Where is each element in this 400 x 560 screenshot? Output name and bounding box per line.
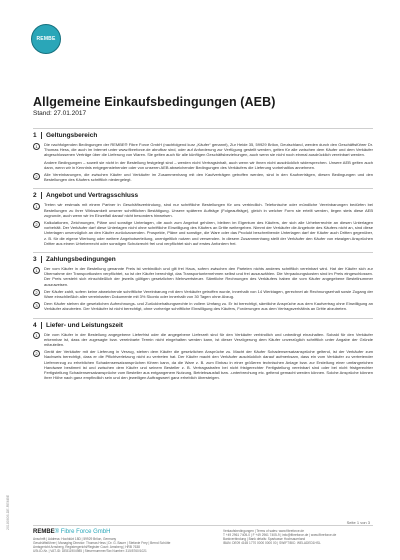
section-title: Angebot und Vertragsschluss xyxy=(46,192,139,200)
paragraph xyxy=(33,172,373,182)
paragraph-text: Die vom Käufer in der Bestellung angegebene Lieferfrist oder die angegebene Lieferzeit sind für den Verkäufer verbindlich und unbedingt einzuhalten. Sobald für den Verkäufer erkennbar ist, dass der zugesagte bzw. vereinbarte Termin nicht eingehalten werden kann, ist dieser Verzögerung dem Käufer unverzüglich schriftlich unter Angabe der Gründe mitzuteilen. xyxy=(44,331,373,348)
paragraph-number: 2 xyxy=(33,289,40,296)
page-number: Seite 1 von 3 xyxy=(346,520,370,525)
paragraph xyxy=(33,142,373,158)
footer-line: Verkaufsbedingungen | Terms of sales: www.fibreforce.de xyxy=(223,529,305,533)
footer-line: Anschrift | Address: Hochkürt 18D | 59929 Brilon, Germany xyxy=(33,537,117,541)
paragraph-number: 2 xyxy=(33,350,40,357)
footer-line: T +49 2961 7405-0 | F +49 2961 7405-9 | info@fibreforce.de | www.fibreforce.de xyxy=(223,533,337,537)
section-heading xyxy=(33,252,373,263)
section-heading xyxy=(33,188,373,199)
company-logo xyxy=(31,24,61,54)
document-body xyxy=(33,128,373,387)
paragraph-number: 1 xyxy=(33,203,40,210)
paragraph-text: Andere Bedingungen – soweit sie nicht in der Bestellung festgelegt sind – werden nicht Vertragsinhalt, auch wenn wir ihnen nicht ausdrücklich widersprechen. Unsere AEB gelten auch dann, wenn wir in Kenntnis entgegenstehender oder von unseren AEB abweichender Bedingungen des Verkäufers die Lieferung vorbehaltlos annehmen. xyxy=(44,159,373,170)
footer-line: USt-ID-Nr. | VAT-ID: DE811904985 | Steuernummer/Tax Number: 315/5760/1021 xyxy=(33,549,147,553)
paragraph xyxy=(33,289,373,299)
section xyxy=(33,318,373,381)
section-divider xyxy=(41,322,42,329)
logo-text: REMBE xyxy=(36,36,56,42)
section-divider xyxy=(41,132,42,139)
section-title: Geltungsbereich xyxy=(46,132,98,139)
document-date: Stand: 27.01.2017 xyxy=(33,110,87,117)
paragraph-text: Kalkulationen, Zeichnungen, Pläne und sonstige Unterlagen, die auch zum Angebot gehören, bleiben im Eigentum des Käufers, der sich alle Urheberrechte an diesen Unterlagen vorbehält. Der Verkäufer darf diese Unterlagen nicht ohne schriftliche Einwilligung des Käufers an Dritte weitergeben. Nimmt der Verkäufer die Angebote des Käufers nicht an, sind diese Unterlagen unverzüglich an den Käufer zurückzusenden. Prospekte, Pläne und sonstige, die Ware oder das Produkt beschreibende Unterlagen darf der Käufer auch Dritten gegenüber, z. B. für die eigene Werbung oder weitere Angebotserteilung, unentgeltlich nutzen und verwenden. In diesem Zusammenhang stellt der Verkäufer den Käufer von etwaigen Ansprüchen Dritter aus einem Urheberrecht oder sonstigen Schutzrecht frei und verpflichtet sich auf erstes Anfordern frei. xyxy=(44,220,373,246)
section xyxy=(33,252,373,312)
paragraph-text: Alle Vereinbarungen, die zwischen Käufer und Verkäufer im Zusammenhang mit den Kaufverträgen getroffen werden, sind in den Kaufverträgen, diesen Bedingungen und den Bestellungen des Käufers schriftlich niedergelegt. xyxy=(44,172,373,183)
paragraph-number: 3 xyxy=(33,302,40,309)
footer-line: Amtsgericht Arnsberg, Registergericht/Register Court: Arnsberg | HRB 7638 xyxy=(33,545,140,549)
section-number: 1 xyxy=(33,132,37,139)
paragraph-number: 1 xyxy=(33,267,40,274)
section-title: Liefer- und Leistungszeit xyxy=(46,321,123,329)
document-title: Allgemeine Einkaufsbedingungen (AEB) xyxy=(33,95,276,109)
paragraph xyxy=(33,220,373,246)
paragraph-number: 2 xyxy=(33,173,40,180)
footer-company-brand: REMBE xyxy=(33,529,55,535)
section-heading xyxy=(33,318,373,329)
paragraph-number: 1 xyxy=(33,143,40,150)
paragraph xyxy=(33,332,373,348)
paragraph xyxy=(33,160,373,170)
footer-company-name xyxy=(33,529,223,535)
paragraph-text: Treten wir erstmals mit einem Partner in Geschäftsverbindung, sind nur schriftliche Bestellungen für uns verbindlich. Telefonische oder mündliche Vereinbarungen bedürfen bei Bestellungen zu ihrer Wirksamkeit unserer schriftlichen Bestätigung. Unsere späteren Aufträge (Folgeaufträge), gleich in welcher Form sie erteilt werden, liegen stets diese AEB zugrunde, auch wenn wir im Einzelfall darauf nicht besonders hinweisen. xyxy=(44,202,373,218)
section-divider xyxy=(41,192,42,199)
paragraph xyxy=(33,266,373,287)
paragraph-text: Dem Käufer stehen die gesetzlichen Aufrechnungs- und Zurückbehaltungsrechte in vollem Umfang zu. Er ist berechtigt, sämtliche Ansprüche aus dem Kaufvertrag ohne Einwilligung an Verkäufer abzutreten. Der Verkäufer ist nicht berechtigt, ohne vorherige schriftliche Einwilligung des Käufers, Forderungen aus dem Vertragsverhältnis an Dritte abzutreten. xyxy=(44,301,373,312)
paragraph-text: Der Käufer zahlt, sofern keine abweichende schriftliche Vereinbarung mit dem Verkäufer getroffen wurde, innerhalb von 14 Werktagen, gerechnet ab Rechnungserhalt sowie Zugang der Ware einschließlich aller vereinbarten Dokumente mit 3% Skonto oder innerhalb von 30 Tagen ohne Abzug. xyxy=(44,288,373,300)
footer-line: Geschäftsführer | Managing Director: Thomas Hess | Dr. G. Bauer | Stefanie Frey | Bernd Schütte xyxy=(33,541,171,545)
footer xyxy=(33,525,373,553)
footer-right-column xyxy=(223,529,373,553)
paragraph xyxy=(33,349,373,380)
section-number: 3 xyxy=(33,256,37,264)
paragraph xyxy=(33,301,373,311)
paragraph-text: Die nachfolgenden Bedingungen der REMBE® Fibre Force GmbH (nachfolgend kurz „Käufer“ genannt), Zur Heide 35, 59929 Brilon, Deutschland, werden durch den Geschäftsführer Dr. Thomas Hess, die auch im Internet unter www.fibreforce.de abrufbar sind, oder auf Anforderung zur Verfügung gestellt werden, gelten für alle zwischen dem Käufer und dem Verkäufer abgeschlossenen Verträge über die Lieferung von Waren. Sie gelten auch für alle künftigen Geschäftsbeziehungen, auch wenn sie nicht noch einmal ausdrücklich vereinbart werden. xyxy=(44,142,373,158)
footer-company-suffix: ® Fibre Force GmbH xyxy=(54,529,111,535)
section xyxy=(33,188,373,246)
paragraph-text: Der vom Käufer in der Bestellung genannte Preis ist verbindlich und gilt frei Haus, sofern zwischen den Parteien nichts anderes schriftlich vereinbart wird. Hat der Käufer sich zur Übernahme der Transportkosten verpflichtet, so ist der Käufer berechtigt, das Transportunternehmen selbst und frei auszuwählen. Die Verpackungskosten sind im Preis eingeschlossen. Der Preis versteht sich einschließlich der jeweils gültigen gesetzlichen Mehrwertsteuer. Sämtliche Rechnungen des Verkäufers haben die vom Käufer angegebene Bestellnummer auszuweisen. xyxy=(44,266,373,287)
paragraph xyxy=(33,202,373,218)
footer-line: Bankverbindung | Bank details: Sparkasse Hochsauerland xyxy=(223,537,306,541)
side-reference-code: 20180606-DE-REMBE xyxy=(6,494,10,530)
section-heading xyxy=(33,128,373,139)
section-title: Zahlungsbedingungen xyxy=(46,256,116,264)
footer-left-column xyxy=(33,529,223,553)
section-number: 2 xyxy=(33,192,37,200)
section-divider xyxy=(41,256,42,263)
paragraph-number: 2 xyxy=(33,221,40,228)
section-number: 4 xyxy=(33,321,37,329)
paragraph-text: Gerät der Verkäufer mit der Lieferung in Verzug, stehen dem Käufer die gesetzlichen Ansprüche zu. Macht der Käufer Schadensersatzansprüche geltend, ist der Verkäufer zum Nachweis berechtigt, dass er die Pflichtverletzung nicht zu vertreten hat. Der Käufer macht den Verkäufer ausdrücklich darauf aufmerksam, dass ein vom Verkäufer zu vertretender Lieferverzug zu erheblichen Schadensersatzansprüchen führen kann, da die Ware z. B. zum Einbau in einer größeren technischen Anlage bzw. zur Erstellung einer umfangreichen Handware bestimmt ist und zwischen dem Käufer und seinem Besteller z. B. Vertragsstrafen bei nicht fristgerechter Fertigstellung vereinbart sind oder bei nicht fristgerechter Fertigstellung Schadensersatzansprüche vom Besteller aus entgangenem Nutzung, Betriebsausfall bzw. -unterbrechung etc. geltend gemacht werden können. Solche Ansprüche können ihrer Höhe nach ganz empfindlich sein und den jeweiligen Auftragswert ganz erheblich übersteigen. xyxy=(44,349,373,381)
footer-line: IBAN: DE09 4165 1770 0000 0000 00 | SWIFT/BIC: WELADED1HSL xyxy=(223,541,321,545)
paragraph-number: 1 xyxy=(33,332,40,339)
section xyxy=(33,128,373,182)
